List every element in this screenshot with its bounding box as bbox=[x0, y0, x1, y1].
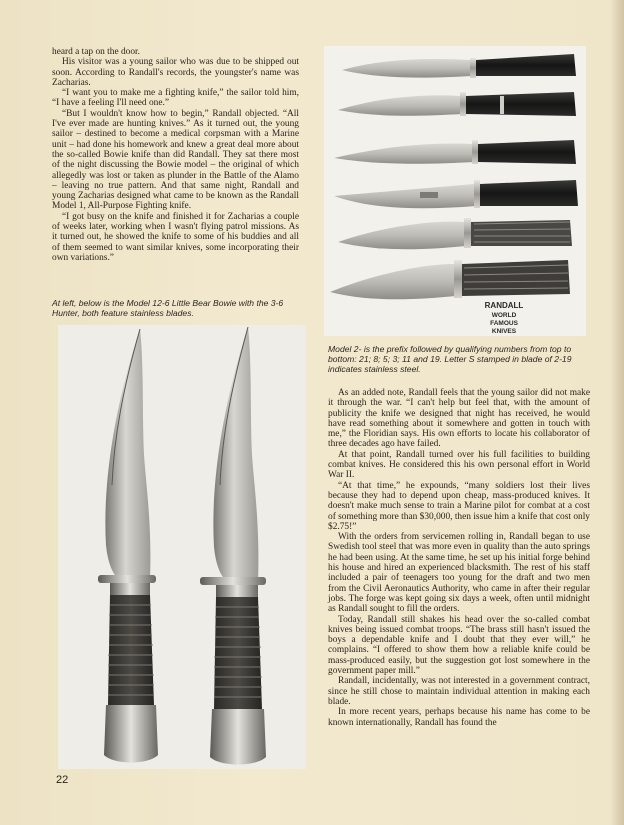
paragraph: As an added note, Randall feels that the young sailor did not make it through the war. “I can't help but feel that, with the amount of publicity the knife we designed that night has received, he would have read something about it somewhere and gotten in touch with me,” the Floridian says. His own efforts to locate his collaborator of three decades ago have failed. bbox=[328, 388, 590, 450]
paragraph: In more recent years, perhaps because his name has come to be known internationally, Randall has found the bbox=[328, 707, 590, 728]
stamp-line-4: KNIVES bbox=[491, 328, 517, 335]
paragraph: His visitor was a young sailor who was due to be shipped out soon. According to Randall's records, the youngster's name was Zacharias. bbox=[52, 57, 299, 88]
caption-left: At left, below is the Model 12-6 Little Bear Bowie with the 3-6 Hunter, both feature stainless blades. bbox=[52, 298, 284, 319]
photo-two-knives bbox=[58, 325, 306, 769]
paragraph: At that point, Randall turned over his full facilities to building combat knives. He considered this his own personal effort in World War II. bbox=[328, 449, 590, 481]
paragraph: Today, Randall still shakes his head over the so-called combat knives being issued combat troops. “The brass still hasn't issued the boys a dependable knife and I doubt that they ever will,” he complains. “I offered to show them how a reliable knife could be mass-produced easily, but the suggestion got lost somewhere in the government paper mill.” bbox=[328, 614, 590, 677]
paragraph: Randall, incidentally, was not interested in a government contract, since he still chose to maintain individual attention in making each blade. bbox=[328, 676, 590, 707]
page-edge-shadow bbox=[610, 0, 624, 825]
paragraph: “I got busy on the knife and finished it for Zacharias a couple of weeks later, working when I wasn't flying patrol missions. As it turned out, he showed the knife to some of his buddies and all of them seemed to want similar knives, some incorporating their own variations.” bbox=[52, 211, 299, 263]
bowie-knives-illustration bbox=[58, 325, 306, 769]
paragraph: “At that time,” he expounds, “many soldiers lost their lives because they had to depend upon cheap, mass-produced knives. It doesn't make much sense to train a Marine pilot for combat at a cost of something more than $30,000, then issue him a knife that cost only $2.75!” bbox=[328, 480, 590, 532]
stamp-line-3: FAMOUS bbox=[490, 320, 518, 327]
page-number: 22 bbox=[56, 774, 69, 786]
paragraph: With the orders from servicemen rolling in, Randall began to use Swedish tool steel that was more even in quality than the auto springs he had been using. At the same time, he set up his initial forge behind his house and hired an experienced blacksmith. The rest of his staff included a pair of teenagers too young for the draft and two men from the Civil Aeronautics Authority, who came in after their regular jobs. The forge was kept going six days a week, often until midnight as Randall sought to fill the orders. bbox=[328, 532, 590, 615]
paragraph: “But I wouldn't know how to begin,” Randall objected. “All I've ever made are hunting knives.” As it turned out, the young sailor – destined to become a medical corpsman with a Marine unit – had done his homework and knew a great deal more about the so-called Bowie knife than did Randall. They sat there most of the night discussing the Bowie model – the original of which allegedly was lost or taken as plunder in the Battle of the Alamo – leaving no true pattern. And that same night, Randall and young Zacharias designed what came to be known as the Randall Model 1, All-Purpose Fighting knife. bbox=[52, 108, 299, 212]
caption-right: Model 2- is the prefix followed by qualifying numbers from top to bottom: 21; 8; 5; 3; 11 and 19. Letter S stamped in blade of 2-19 indicates stainless steel. bbox=[328, 344, 572, 375]
left-text-column bbox=[52, 47, 299, 263]
paragraph: “I want you to make me a fighting knife,” the sailor told him, “I have a feeling I'll need one.” bbox=[52, 88, 299, 109]
stamp-line-2: WORLD bbox=[491, 312, 517, 319]
photo-six-knives bbox=[324, 46, 586, 336]
right-text-column bbox=[328, 388, 590, 728]
stamp-line-1: RANDALL bbox=[484, 301, 524, 310]
paragraph: heard a tap on the door. bbox=[52, 47, 140, 57]
knives-illustration bbox=[324, 46, 586, 336]
